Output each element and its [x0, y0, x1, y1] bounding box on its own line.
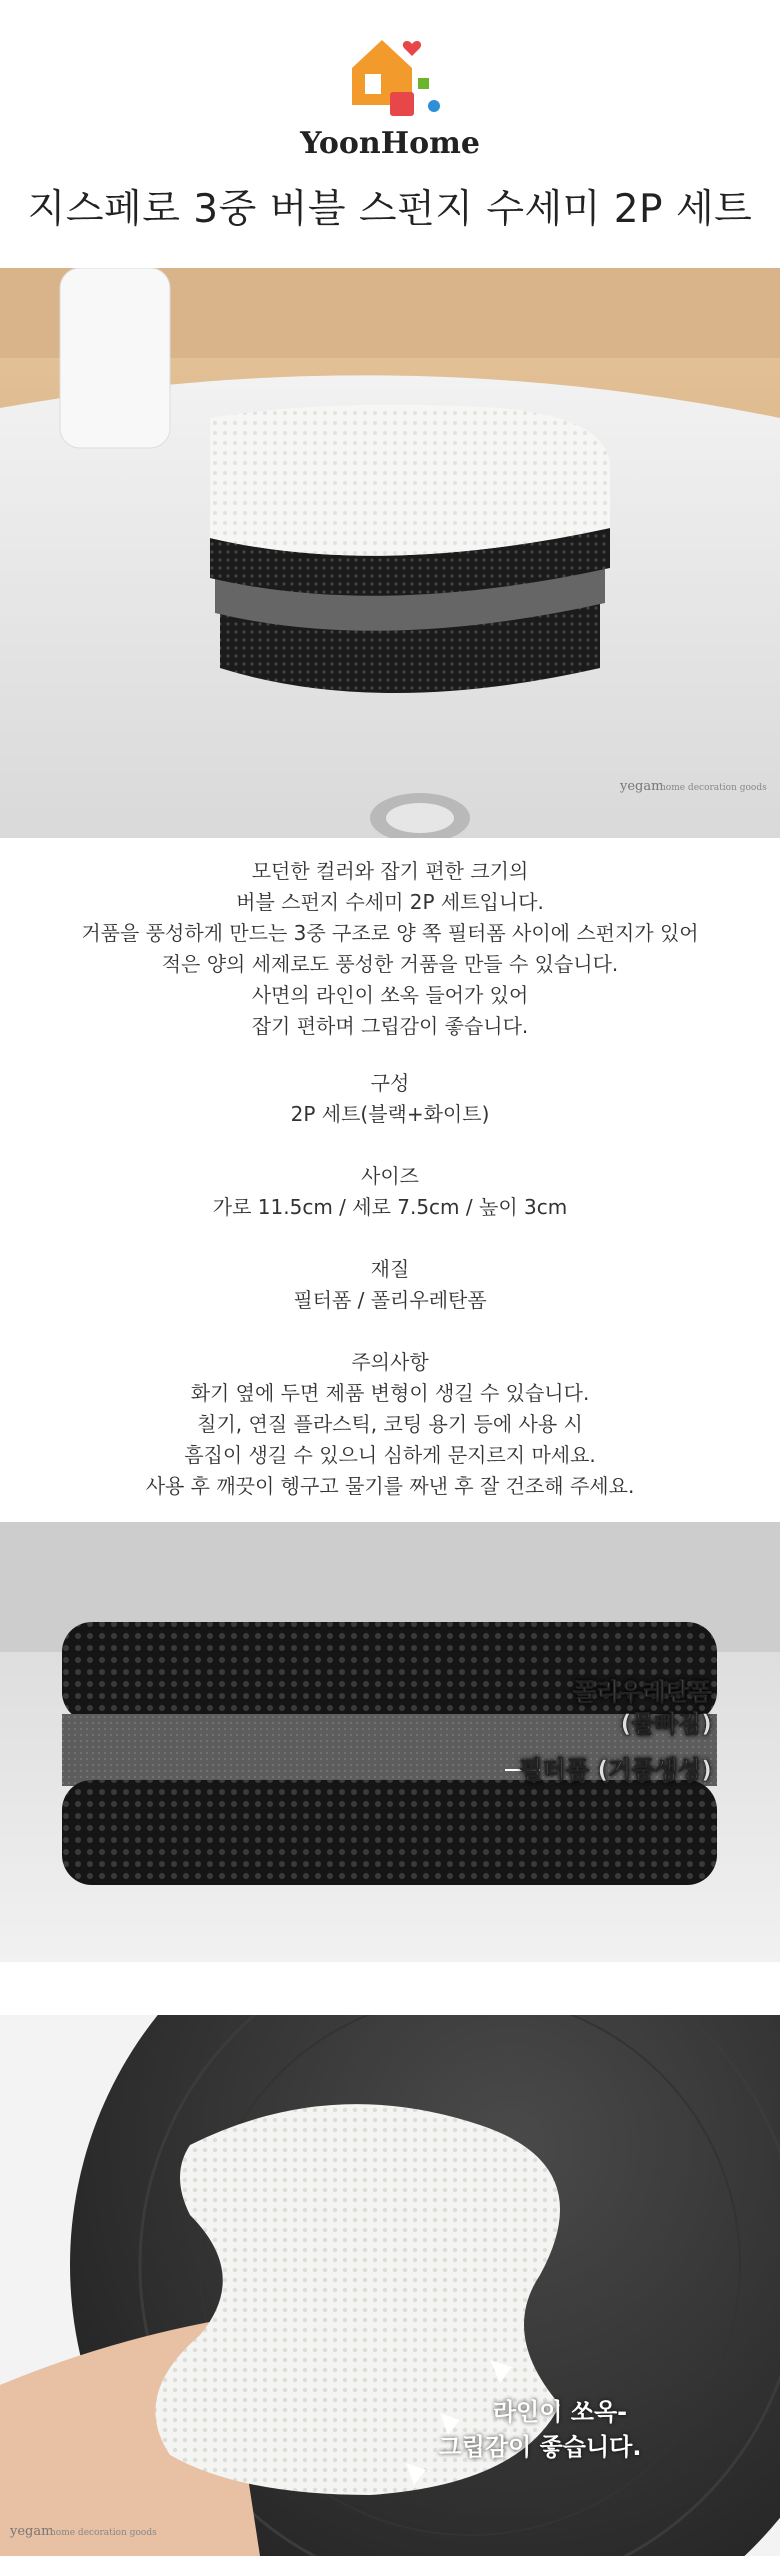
brand-name: YoonHome: [300, 126, 480, 161]
spec-label: 구성: [370, 1071, 410, 1095]
intro-line: 잡기 편하며 그립감이 좋습니다.: [251, 1014, 529, 1038]
spec-label: 주의사항: [351, 1350, 429, 1374]
spec-material: [0, 1254, 780, 1316]
spec-size: [0, 1161, 780, 1223]
intro-line: 거품을 풍성하게 만드는 3중 구조로 양 쪽 필터폼 사이에 스펀지가 있어: [81, 921, 699, 945]
intro-line: 사면의 라인이 쏘옥 들어가 있어: [251, 983, 529, 1007]
label-polyurethane: 폴리우레탄폼: [572, 1678, 712, 1706]
intro-text: [0, 856, 780, 1042]
sponge-layers-icon: [62, 1622, 717, 1885]
spec-label: 재질: [370, 1257, 410, 1281]
spec-value: 가로 11.5cm / 세로 7.5cm / 높이 3cm: [212, 1195, 568, 1219]
label-filter-foam: 필터폼 (거품생성): [519, 1756, 712, 1784]
label-grip-feel: 그립감이 좋습니다.: [438, 2433, 642, 2461]
label-line-groove: 라인이 쏘옥-: [492, 2398, 628, 2426]
spec-value: 2P 세트(블랙+화이트): [290, 1102, 490, 1126]
house-logo-icon: [352, 40, 440, 116]
caution-line: 칠기, 연질 플라스틱, 코팅 용기 등에 사용 시: [197, 1412, 583, 1436]
product-photo-sink: [0, 268, 780, 838]
intro-line: 적은 양의 세제로도 풍성한 거품을 만들 수 있습니다.: [161, 952, 619, 976]
intro-line: 버블 스펀지 수세미 2P 세트입니다.: [236, 890, 544, 914]
brand-logo: [0, 0, 780, 170]
caution-line: 화기 옆에 두면 제품 변형이 생길 수 있습니다.: [190, 1381, 590, 1405]
watermark-tagline: home decoration goods: [50, 2528, 157, 2538]
label-water-drain: (물빠짐): [620, 1710, 712, 1738]
sponge-icon: [210, 405, 610, 693]
watermark-brand: yegam: [620, 779, 664, 794]
product-photo-layers: [0, 1522, 780, 1962]
product-photo-grip: [0, 2015, 780, 2556]
caution-line: 사용 후 깨끗이 헹구고 물기를 짜낸 후 잘 건조해 주세요.: [145, 1474, 635, 1498]
watermark-brand: yegam: [10, 2524, 54, 2539]
spec-caution: [0, 1347, 780, 1502]
spec-label: 사이즈: [361, 1164, 419, 1188]
spec-composition: [0, 1068, 780, 1130]
watermark-tagline: home decoration goods: [660, 783, 767, 793]
page-title: 지스페로 3중 버블 스펀지 수세미 2P 세트: [27, 187, 753, 232]
spec-value: 필터폼 / 폴리우레탄폼: [293, 1288, 487, 1312]
caution-line: 흠집이 생길 수 있으니 심하게 문지르지 마세요.: [184, 1443, 596, 1467]
intro-line: 모던한 컬러와 잡기 편한 크기의: [251, 859, 529, 883]
